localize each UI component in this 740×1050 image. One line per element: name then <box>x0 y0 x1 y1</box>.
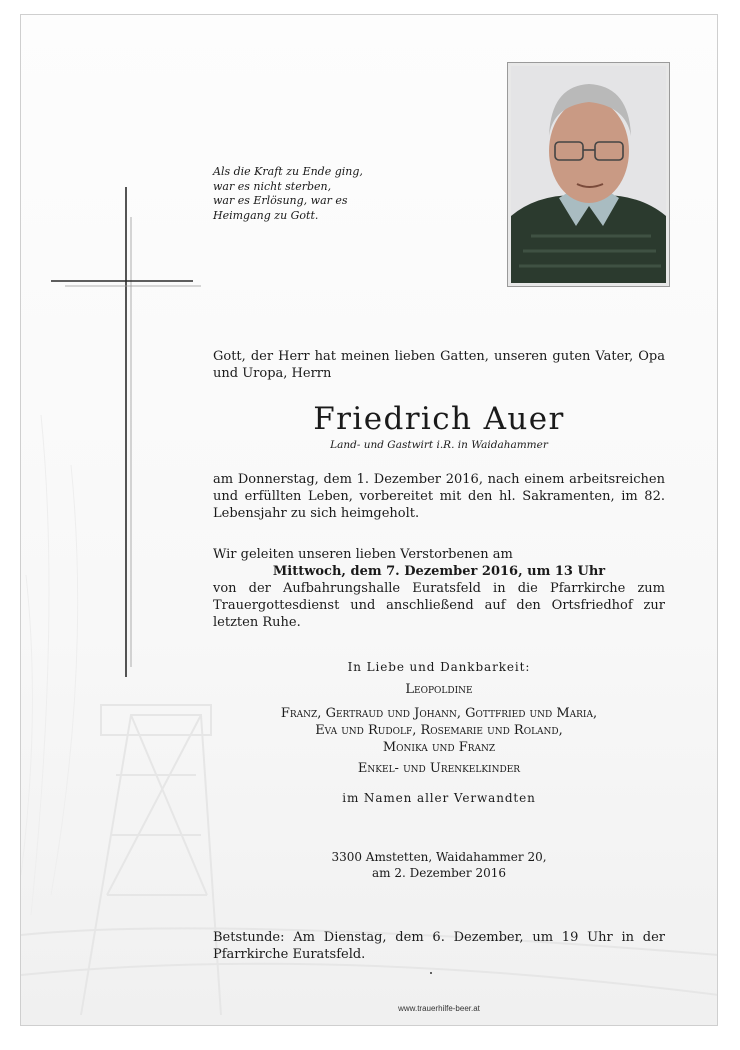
portrait-photo <box>507 62 670 287</box>
address-line: 3300 Amstetten, Waidahammer 20, <box>331 850 547 864</box>
address-block <box>213 849 665 881</box>
funeral-date: Mittwoch, dem 7. Dezember 2016, um 13 Uhr <box>272 564 606 579</box>
cross-icon <box>51 187 201 677</box>
mourner-family-line: Eva und Rudolf, Rosemarie und Roland, <box>315 723 563 738</box>
mourners-heading: In Liebe und Dankbarkeit: <box>347 660 531 674</box>
obituary-page <box>20 14 718 1026</box>
mourner-family-line: Franz, Gertraud und Johann, Gottfried und Maria, <box>280 706 598 721</box>
mourner-family-line: Monika und Franz <box>382 740 496 755</box>
divider-dot <box>430 972 432 974</box>
deceased-block <box>213 401 665 451</box>
website-link[interactable]: www.trauerhilfe-beer.at <box>398 1004 480 1013</box>
prayer-notice: Betstunde: Am Dienstag, dem 6. Dezember, um 19 Uhr in der Pfarrkirche Euratsfeld. <box>213 930 665 962</box>
poem-line: Als die Kraft zu Ende ging, <box>213 165 363 178</box>
address-date: am 2. Dezember 2016 <box>371 866 506 880</box>
mourner-relatives: im Namen aller Verwandten <box>342 791 536 805</box>
intro-text: Gott, der Herr hat meinen lieben Gatten, unseren guten Vater, Opa und Uropa, Herrn <box>213 349 665 381</box>
poem-line: war es nicht sterben, <box>213 179 332 193</box>
deceased-name: Friedrich Auer <box>313 401 565 437</box>
funeral-details: von der Aufbahrungshalle Euratsfeld in die Pfarrkirche zum Trauergottesdienst und anschließend auf den Ortsfriedhof zur letzten Ruhe. <box>213 581 665 630</box>
poem <box>213 165 413 223</box>
death-notice-text: am Donnerstag, dem 1. Dezember 2016, nach einem arbeitsreichen und erfüllten Leben, vorbereitet mit den hl. Sakramenten, im 82. Lebensjahr zu sich heimgeholt. <box>213 472 665 521</box>
poem-line: Heimgang zu Gott. <box>213 208 319 222</box>
mourner-family <box>213 705 665 756</box>
deceased-occupation: Land- und Gastwirt i.R. in Waidahammer <box>330 439 548 451</box>
funeral-info <box>213 546 665 631</box>
funeral-intro: Wir geleiten unseren lieben Verstorbenen am <box>213 547 513 562</box>
portrait-photo-icon <box>511 66 666 283</box>
mourner-widow: Leopoldine <box>405 682 473 697</box>
mourner-grandchildren: Enkel- und Urenkelkinder <box>357 761 521 776</box>
poem-line: war es Erlösung, war es <box>213 194 348 207</box>
